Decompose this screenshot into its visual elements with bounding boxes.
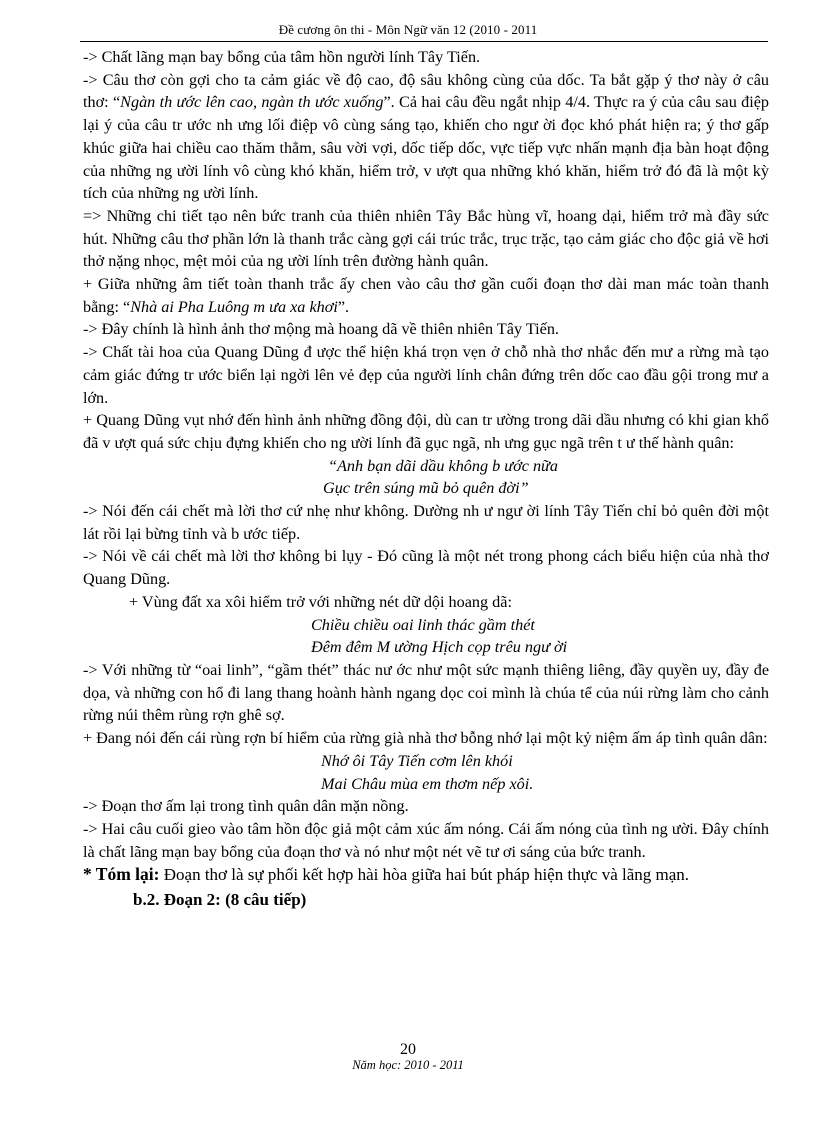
verse-line: Gục trên súng mũ bỏ quên đời”	[323, 479, 529, 498]
page-number: 20	[400, 1041, 416, 1058]
paragraph-text: -> Câu thơ còn gợi cho ta cảm giác về độ cao, độ sâu không cùng của dốc. Ta bắt gặp ý thơ này ở câu thơ: “	[83, 70, 769, 112]
paragraph	[83, 273, 769, 318]
paragraph: -> Với những từ “oai linh”, “gầm thét” thác nư ớc như một sức mạnh thiêng liêng, đầy quyền uy, đầy đe dọa, và những con hổ đi lang thang hoành hành ngang dọc coi mình là chúa tể của núi rừng làm cho cảnh rừng núi thêm rùng rợn ghê sợ.	[83, 660, 769, 725]
paragraph: -> Nói đến cái chết mà lời thơ cứ nhẹ như không. Dường nh ư ngư ời lính Tây Tiến chỉ bỏ quên đời một lát rồi lại bừng tỉnh và b ước tiếp.	[83, 502, 769, 543]
paragraph: -> Nói về cái chết mà lời thơ không bi lụy - Đó cũng là một nét trong phong cách biểu hiện của nhà thơ Quang Dũng.	[83, 547, 769, 589]
document-body	[83, 46, 769, 912]
paragraph: -> Chất lãng mạn bay bổng của tâm hồn người lính Tây Tiến.	[83, 48, 481, 66]
verse-line: Nhớ ôi Tây Tiến cơm lên khói	[321, 751, 513, 770]
section-heading: b.2. Đoạn 2: (8 câu tiếp)	[133, 890, 307, 910]
summary	[83, 863, 769, 887]
verse-line: Chiều chiều oai linh thác gầm thét	[311, 615, 535, 634]
paragraph: -> Chất tài hoa của Quang Dũng đ ược thể hiện khá trọn vẹn ở chỗ nhà thơ nhắc đến mư a rừng mà tạo cảm giác đứng tr ước biển lại ngời lên vẻ đẹp của người lính chân đứng trên dốc cao đầu gội trong mư a lớn.	[83, 343, 769, 407]
header-divider	[80, 41, 768, 42]
inline-quote: Ngàn th ước lên cao, ngàn th ước xuống	[120, 93, 384, 112]
paragraph	[83, 69, 769, 205]
paragraph: + Đang nói đến cái rùng rợn bí hiểm của rừng già nhà thơ bỗng nhớ lại một kỷ niệm ấm áp tình quân dân:	[83, 729, 768, 748]
school-year-footer: Năm học: 2010 - 2011	[352, 1058, 464, 1072]
paragraph: + Quang Dũng vụt nhớ đến hình ảnh những đồng đội, dù can tr ường trong dãi dầu nhưng có khi gian khổ đã v ượt quá sức chịu đựng khiến cho ng ười lính đã gục ngã, nh ưng gục ngã trên t ư thế hành quân:	[83, 411, 769, 452]
summary-text: Đoạn thơ là sự phối kết hợp hài hòa giữa hai bút pháp hiện thực và lãng mạn.	[159, 865, 690, 885]
paragraph-text: ”. Cả hai câu đều ngắt nhịp 4/4. Thực ra ý của câu sau điệp lại ý của câu tr ước nh ưng lối điệp vô cùng sáng tạo, khiến cho ngư ời đọc khó phát hiện ra; ý thơ gấp khúc giữa hai chiều cao thăm thẳm, sâu vời vợi, dốc tiếp dốc, vực tiếp vực nhấn mạnh địa bàn hoạt động của những ng ười lính vô cùng khó khăn, hiểm trở, v ượt qua những khó khăn, hiểm trở đó đã là một kỳ tích của những ng ười lính.	[83, 93, 769, 203]
verse-line: Mai Châu mùa em thơm nếp xôi.	[321, 774, 534, 793]
paragraph: + Vùng đất xa xôi hiểm trở với những nét dữ dội hoang dã:	[129, 592, 512, 611]
inline-quote: Nhà ai Pha Luông m ưa xa khơi	[130, 297, 338, 316]
paragraph-text: + Giữa những âm tiết toàn thanh trắc ấy chen vào câu thơ gần cuối đoạn thơ dài man mác toàn thanh bằng: “	[83, 275, 769, 316]
paragraph: -> Đoạn thơ ấm lại trong tình quân dân mặn nồng.	[83, 797, 409, 816]
paragraph: -> Hai câu cuối gieo vào tâm hồn độc giả một cảm xúc ấm nóng. Cái ấm nóng của tình ng ười. Đây chính là chất lãng mạn bay bổng của đoạn thơ và nó như một nét vẽ tư ơi sáng của bức tranh.	[83, 819, 769, 861]
paragraph: -> Đây chính là hình ảnh thơ mộng mà hoang dã về thiên nhiên Tây Tiến.	[83, 320, 559, 339]
paragraph-text: ”.	[337, 297, 350, 316]
paragraph: => Những chi tiết tạo nên bức tranh của thiên nhiên Tây Bắc hùng vĩ, hoang dại, hiểm trở mà đầy sức hút. Những câu thơ phần lớn là thanh trắc càng gợi cái trúc trắc, trục trặc, tạo cảm giác cho độc giả về hơi thở nặng nhọc, mệt mỏi của ng ười lính trên đường hành quân.	[83, 206, 769, 271]
verse-line: “Anh bạn dãi dầu không b ước nữa	[328, 456, 558, 475]
summary-label: * Tóm lại:	[83, 864, 160, 885]
page-header: Đề cương ôn thi - Môn Ngữ văn 12 (2010 - 2011	[278, 22, 538, 37]
verse-line: Đêm đêm M ường Hịch cọp trêu ngư ời	[311, 638, 568, 657]
